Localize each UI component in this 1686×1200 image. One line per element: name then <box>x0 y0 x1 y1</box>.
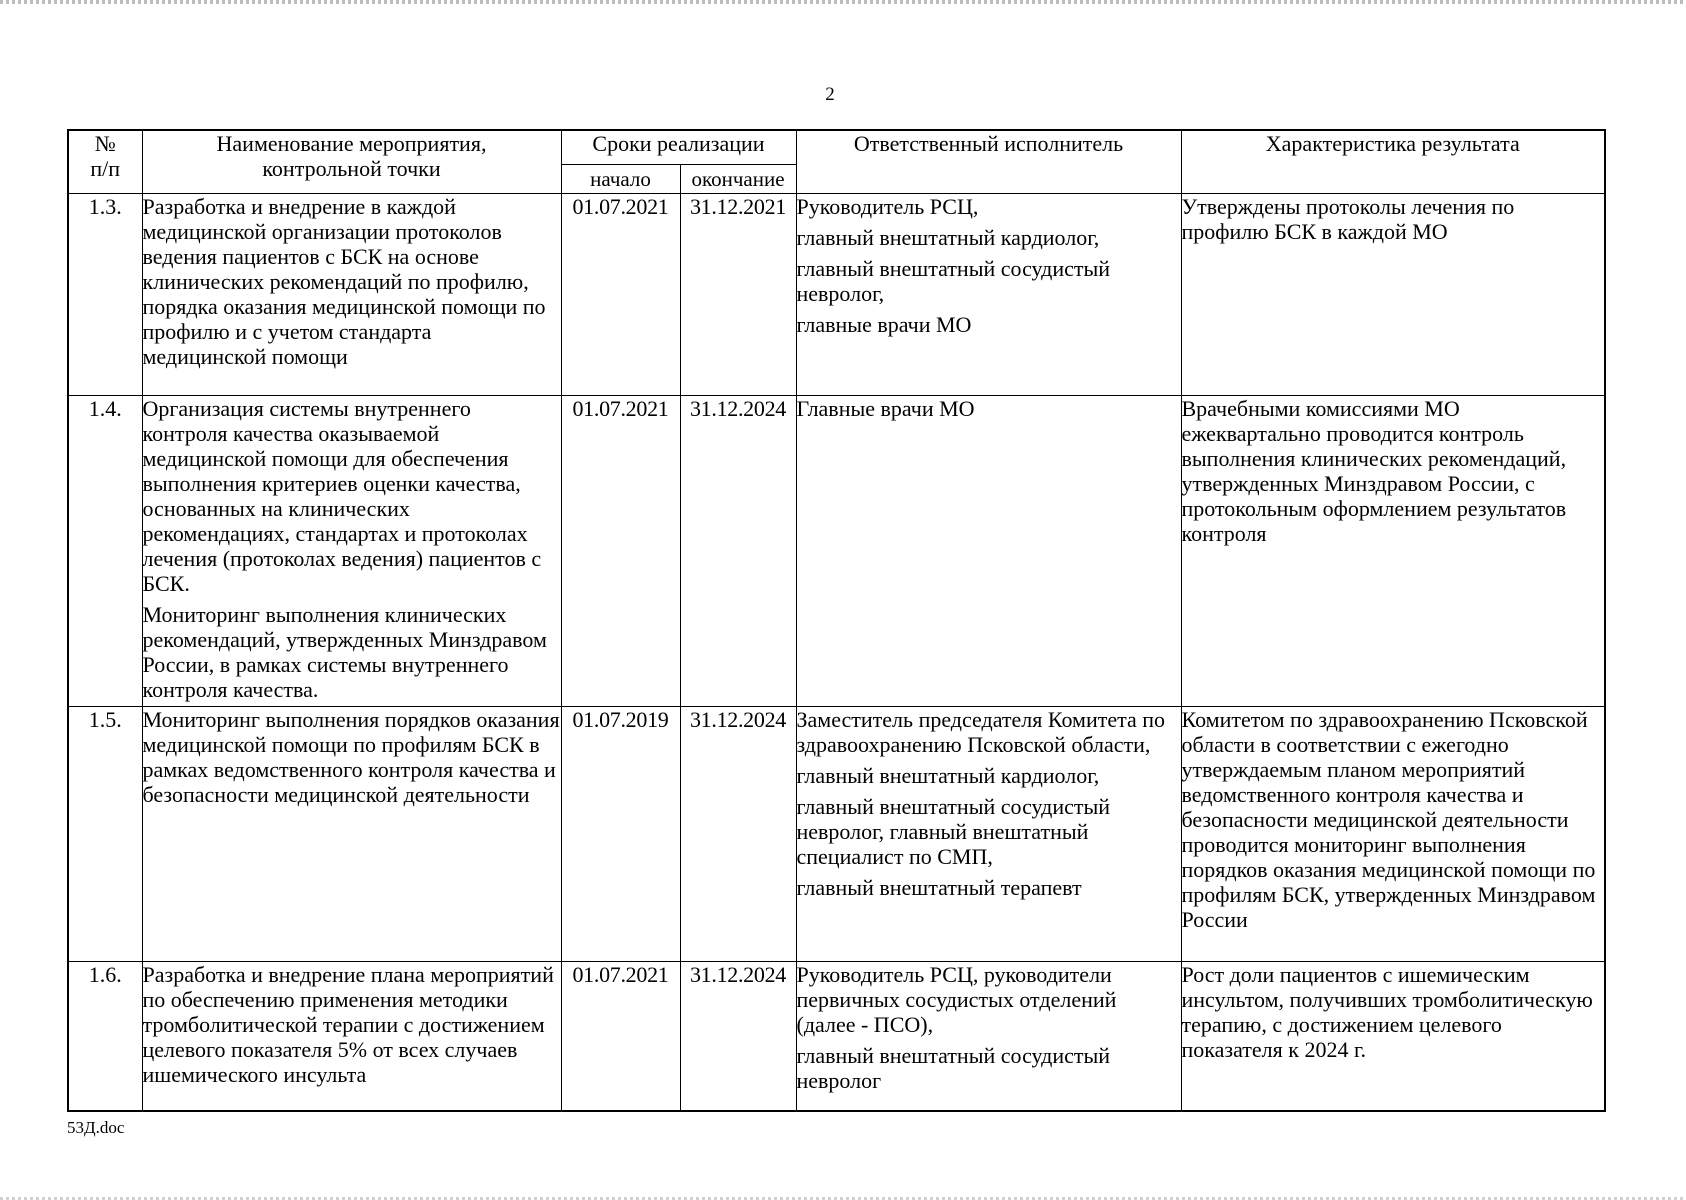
row-number: 1.5. <box>68 706 142 961</box>
header-result: Характеристика результата <box>1181 130 1605 193</box>
row-result: Рост доли пациентов с ишемическим инсультом, получивших тромболитическую терапию, с достижением целевого показателя к 2024 г. <box>1181 961 1605 1111</box>
row-end-date: 31.12.2024 <box>680 706 796 961</box>
row-start-date: 01.07.2021 <box>561 395 680 706</box>
row-end-date: 31.12.2024 <box>680 395 796 706</box>
footer-filename: 53Д.doc <box>67 1118 125 1137</box>
responsible-line: главный внештатный терапевт <box>796 874 1082 900</box>
row-responsible <box>796 193 1181 395</box>
row-result: Комитетом по здравоохранению Псковской области в соответствии с ежегодно утверждаемым планом мероприятий ведомственного контроля качества и безопасности медицинской деятельности проводится мониторинг выполнения порядков оказания медицинской помощи по профилям БСК, утвержденных Минздравом России <box>1181 706 1605 961</box>
responsible-line: главный внештатный кардиолог, <box>796 224 1100 250</box>
row-responsible <box>796 395 1181 706</box>
row-responsible <box>796 706 1181 961</box>
scan-top-edge <box>0 0 1686 4</box>
row-activity-text: Разработка и внедрение плана мероприятий по обеспечению применения методики тромболитической терапии с достижением целевого показателя 5% от всех случаев ишемического инсульта <box>142 961 554 1087</box>
responsible-line: главный внештатный сосудистый невролог, главный внештатный специалист по СМП, <box>796 793 1111 869</box>
row-end-date: 31.12.2021 <box>680 193 796 395</box>
table-row <box>68 193 1605 395</box>
row-result: Врачебными комиссиями МО ежеквартально проводится контроль выполнения клинических рекомендаций, утвержденных Минздравом России, с протокольным оформлением результатов контроля <box>1181 395 1605 706</box>
row-number: 1.6. <box>68 961 142 1111</box>
responsible-line: Руководитель РСЦ, <box>796 193 979 219</box>
responsible-line: Главные врачи МО <box>796 395 975 421</box>
row-start-date: 01.07.2019 <box>561 706 680 961</box>
row-activity <box>142 193 561 395</box>
table-row <box>68 395 1605 706</box>
page-number: 2 <box>825 84 835 105</box>
table-row <box>68 706 1605 961</box>
responsible-line: Руководитель РСЦ, руководители первичных сосудистых отделений (далее - ПСО), <box>796 961 1117 1037</box>
row-activity <box>142 395 561 706</box>
responsible-line: Заместитель председателя Комитета по здравоохранению Псковской области, <box>796 706 1166 757</box>
row-number: 1.3. <box>68 193 142 395</box>
header-end: окончание <box>680 164 796 193</box>
row-start-date: 01.07.2021 <box>561 961 680 1111</box>
header-number-abbrev: п/п <box>90 156 121 181</box>
responsible-line: главный внештатный сосудистый невролог, <box>796 255 1111 306</box>
row-number: 1.4. <box>68 395 142 706</box>
responsible-line: главный внештатный кардиолог, <box>796 762 1100 788</box>
header-number <box>68 130 142 193</box>
row-activity-text: Организация системы внутреннего контроля качества оказываемой медицинской помощи для обеспечения выполнения критериев оценки качества, основанных на клинических рекомендациях, стандартах и протоколах лечения (протоколах ведения) пациентов с БСК. <box>142 395 542 596</box>
table-row <box>68 961 1605 1111</box>
row-activity-text: Мониторинг выполнения клинических рекомендаций, утвержденных Минздравом России, в рамках системы внутреннего контроля качества. <box>142 601 547 702</box>
header-number-symbol: № <box>94 131 116 156</box>
header-activity-name: Наименование мероприятия, контрольной точки <box>142 130 561 193</box>
row-end-date: 31.12.2024 <box>680 961 796 1111</box>
row-activity <box>142 961 561 1111</box>
row-activity-text: Мониторинг выполнения порядков оказания медицинской помощи по профилям БСК в рамках ведомственного контроля качества и безопасности медицинской деятельности <box>142 706 560 807</box>
header-start: начало <box>561 164 680 193</box>
row-start-date: 01.07.2021 <box>561 193 680 395</box>
activities-table <box>67 129 1606 1112</box>
row-activity-text: Разработка и внедрение в каждой медицинской организации протоколов ведения пациентов с БСК на основе клинических рекомендаций по профилю, порядка оказания медицинской помощи по профилю и с учетом стандарта медицинской помощи <box>142 193 546 369</box>
row-result: Утверждены протоколы лечения по профилю БСК в каждой МО <box>1181 193 1605 395</box>
header-responsible: Ответственный исполнитель <box>796 130 1181 193</box>
row-activity <box>142 706 561 961</box>
header-terms: Сроки реализации <box>561 130 796 164</box>
responsible-line: главный внештатный сосудистый невролог <box>796 1042 1111 1093</box>
responsible-line: главные врачи МО <box>796 311 972 337</box>
row-responsible <box>796 961 1181 1111</box>
